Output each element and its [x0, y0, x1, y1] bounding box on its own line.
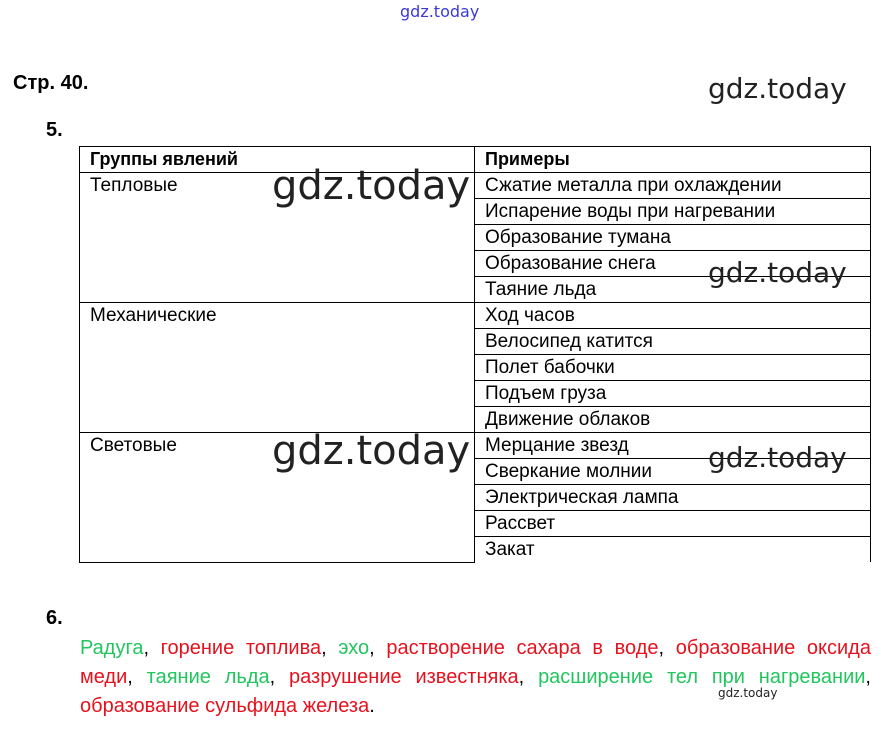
- watermark-small: gdz.today: [718, 686, 778, 700]
- task-6-number: 6.: [46, 607, 63, 629]
- answer-item: растворение сахара в воде: [386, 637, 659, 659]
- answer-item: таяние льда: [146, 666, 270, 688]
- phenomena-table: [79, 146, 871, 563]
- answer-item: Радуга: [80, 637, 144, 659]
- example-cell: Подъем груза: [475, 381, 871, 407]
- watermark-table-3: gdz.today: [272, 428, 471, 474]
- watermark-table-4: gdz.today: [708, 441, 847, 474]
- header-examples: Примеры: [475, 147, 871, 173]
- watermark-top: gdz.today: [400, 2, 480, 21]
- table-header-row: [80, 147, 871, 173]
- watermark-table-1: gdz.today: [272, 163, 471, 209]
- example-cell: Таяние льда: [475, 277, 871, 303]
- example-cell: Рассвет: [475, 511, 871, 537]
- example-cell: Ход часов: [475, 303, 871, 329]
- answer-item: разрушение известняка: [289, 666, 519, 688]
- example-cell: Закат: [475, 537, 871, 563]
- group-light: Световые: [80, 433, 475, 563]
- example-cell: Образование тумана: [475, 225, 871, 251]
- example-cell: Испарение воды при нагревании: [475, 199, 871, 225]
- group-mechanical: Механические: [80, 303, 475, 433]
- task-5-number: 5.: [46, 119, 63, 141]
- page-label: Стр. 40.: [13, 72, 89, 94]
- example-cell: Велосипед катится: [475, 329, 871, 355]
- example-cell: Движение облаков: [475, 407, 871, 433]
- answer-item: эхо: [338, 637, 370, 659]
- answer-item: расширение тел при нагревании: [538, 666, 866, 688]
- example-cell: Мерцание звезд: [475, 433, 871, 459]
- task-6-answer: Радуга, горение топлива, эхо, растворение сахара в воде, образование оксида меди, таяние льда, разрушение известняка, расширение тел при нагревании, образование сульфида железа.: [80, 637, 871, 717]
- example-cell: Образование снега: [475, 251, 871, 277]
- answer-item: горение топлива: [160, 637, 322, 659]
- answer-item: образование сульфида железа: [80, 695, 370, 717]
- watermark-table-2: gdz.today: [708, 256, 847, 289]
- example-cell: Сверкание молнии: [475, 459, 871, 485]
- table-row: [80, 173, 871, 199]
- example-cell: Электрическая лампа: [475, 485, 871, 511]
- watermark-page: gdz.today: [708, 72, 847, 105]
- example-cell: Полет бабочки: [475, 355, 871, 381]
- table-row: [80, 303, 871, 329]
- group-thermal: Тепловые: [80, 173, 475, 303]
- example-cell: Сжатие металла при охлаждении: [475, 173, 871, 199]
- answer-item: образование оксида меди: [80, 637, 871, 688]
- header-groups: Группы явлений: [80, 147, 475, 173]
